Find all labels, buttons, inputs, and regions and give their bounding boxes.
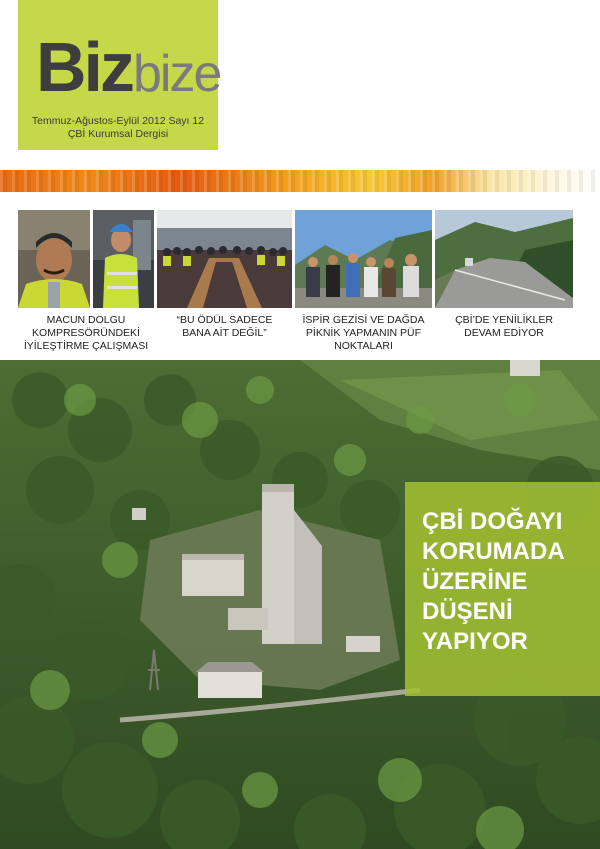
cover-headline [422,507,565,657]
logo-bold-text: Biz [36,28,132,106]
magazine-logo [36,28,221,112]
caption-article-1[interactable] [18,314,154,353]
cover-headline-box[interactable] [405,482,600,696]
headline-line: DÜŞENİ [422,598,513,625]
headline-line: KORUMADA [422,538,565,565]
headline-line: YAPIYOR [422,628,528,655]
caption-line: DEVAM EDİYOR [464,327,544,339]
thumbnail-worker-hardhat[interactable] [93,210,154,308]
caption-line: KOMPRESÖRÜNDEKİ [32,327,140,339]
headline-line: ÜZERİNE [422,568,528,595]
caption-article-3[interactable] [295,314,432,353]
caption-line: İYİLEŞTİRME ÇALIŞMASI [23,340,149,352]
caption-article-4[interactable] [435,314,573,340]
issue-info: Temmuz-Ağustos-Eylül 2012 Sayı 12 [31,115,205,127]
caption-line: BANA AİT DEĞİL” [182,327,267,339]
caption-line: PİKNİK YAPMANIN PÜF [305,327,422,339]
thumbnail-road[interactable] [435,210,573,308]
thumbnail-meeting-room[interactable] [157,210,292,308]
decorative-band [0,170,600,192]
caption-line: “BU ÖDÜL SADECE [176,314,273,326]
magazine-subtitle: ÇBİ Kurumsal Dergisi [67,128,169,140]
thumbnail-worker-portrait[interactable] [18,210,90,308]
caption-line: MACUN DOLGU [46,314,126,326]
masthead [18,0,221,150]
caption-line: ÇBİ’DE YENİLİKLER [455,314,553,326]
caption-article-2[interactable] [157,314,292,340]
caption-line: NOKTALARI [334,340,393,352]
logo-light-text: bize [133,45,221,103]
headline-line: ÇBİ DOĞAYI [422,508,563,535]
caption-line: İSPİR GEZİSİ VE DAĞDA [302,314,425,326]
thumbnail-mountain-group[interactable] [295,210,432,308]
